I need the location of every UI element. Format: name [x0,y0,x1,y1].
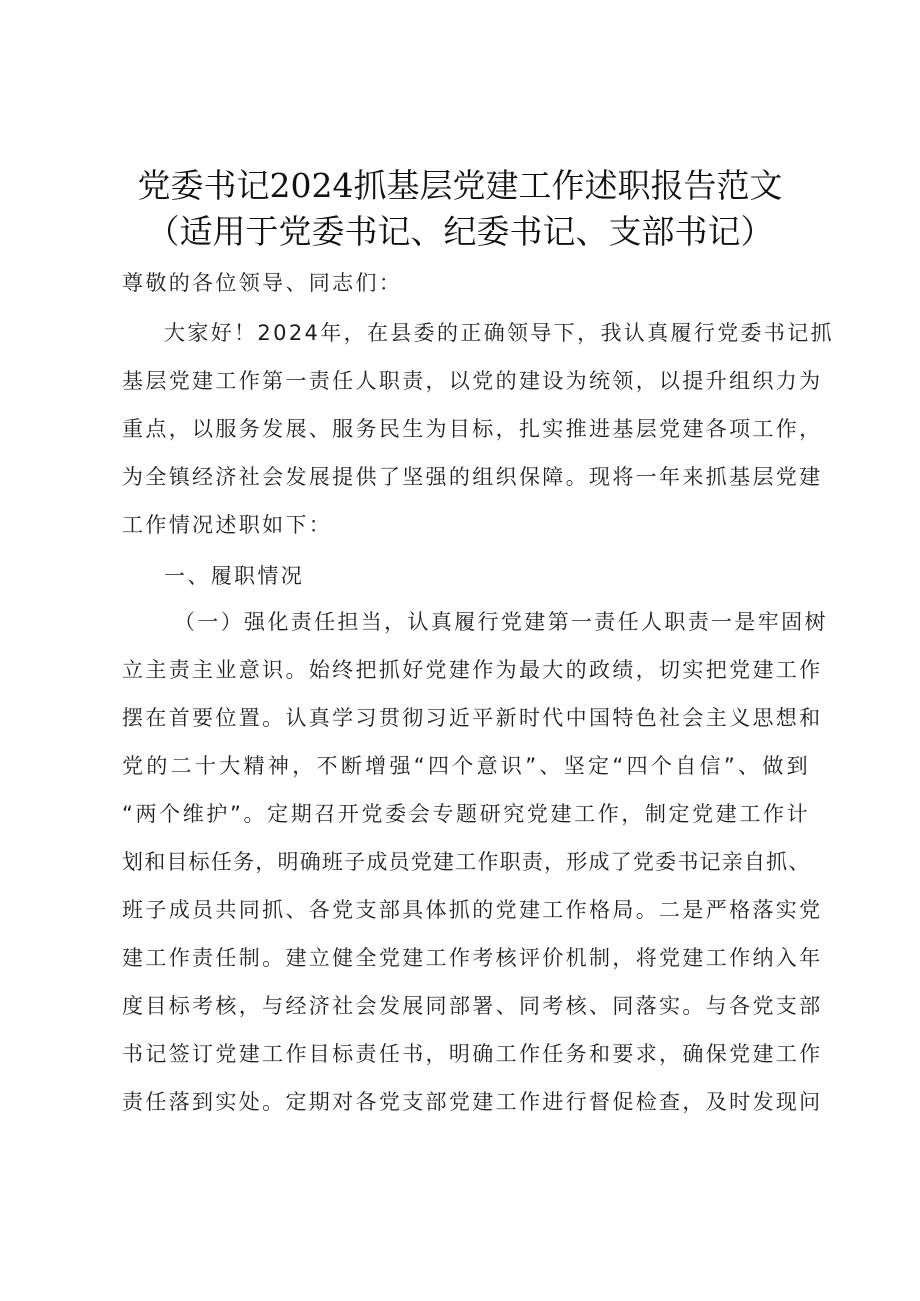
paragraph-line: 责任落到实处。定期对各党支部党建工作进行督促检查，及时发现问 [122,1090,823,1114]
paragraph-line: 立主责主业意识。始终把抓好党建作为最大的政绩，切实把党建工作 [122,658,823,682]
document-subtitle: （适用于党委书记、纪委书记、支部书记） [146,212,774,251]
salutation: 尊敬的各位领导、同志们： [122,271,403,295]
paragraph-line: 为全镇经济社会发展提供了坚强的组织保障。现将一年来抓基层党建 [122,465,823,489]
paragraph-line: 基层党建工作第一责任人职责，以党的建设为统领，以提升组织力为 [122,369,823,393]
paragraph-line: 划和目标任务，明确班子成员党建工作职责，形成了党委书记亲自抓、 [122,850,810,874]
subsection-line: （一）强化责任担当，认真履行党建第一责任人职责一是牢固树 [174,610,828,634]
paragraph-line: 工作情况述职如下： [122,513,333,537]
paragraph-line: 班子成员共同抓、各党支部具体抓的党建工作格局。二是严格落实党 [122,898,823,922]
paragraph-line: 书记签订党建工作目标责任书，明确工作任务和要求，确保党建工作 [122,1042,823,1066]
paragraph-line: “两个维护”。定期召开党委会专题研究党建工作，制定党建工作计 [122,802,810,826]
paragraph-line: 重点，以服务发展、服务民生为目标，扎实推进基层党建各项工作， [122,417,823,441]
paragraph-line: 大家好！2024年，在县委的正确领导下，我认真履行党委书记抓 [164,321,834,345]
paragraph-line: 度目标考核，与经济社会发展同部署、同考核、同落实。与各党支部 [122,994,823,1018]
section-heading: 一、履职情况 [164,564,305,588]
document-title: 党委书记2024抓基层党建工作述职报告范文 [137,166,783,205]
paragraph-line: 摆在首要位置。认真学习贯彻习近平新时代中国特色社会主义思想和 [122,706,823,730]
paragraph-line: 建工作责任制。建立健全党建工作考核评价机制，将党建工作纳入年 [122,946,823,970]
paragraph-line: 党的二十大精神，不断增强“四个意识”、坚定“四个自信”、做到 [122,754,810,778]
